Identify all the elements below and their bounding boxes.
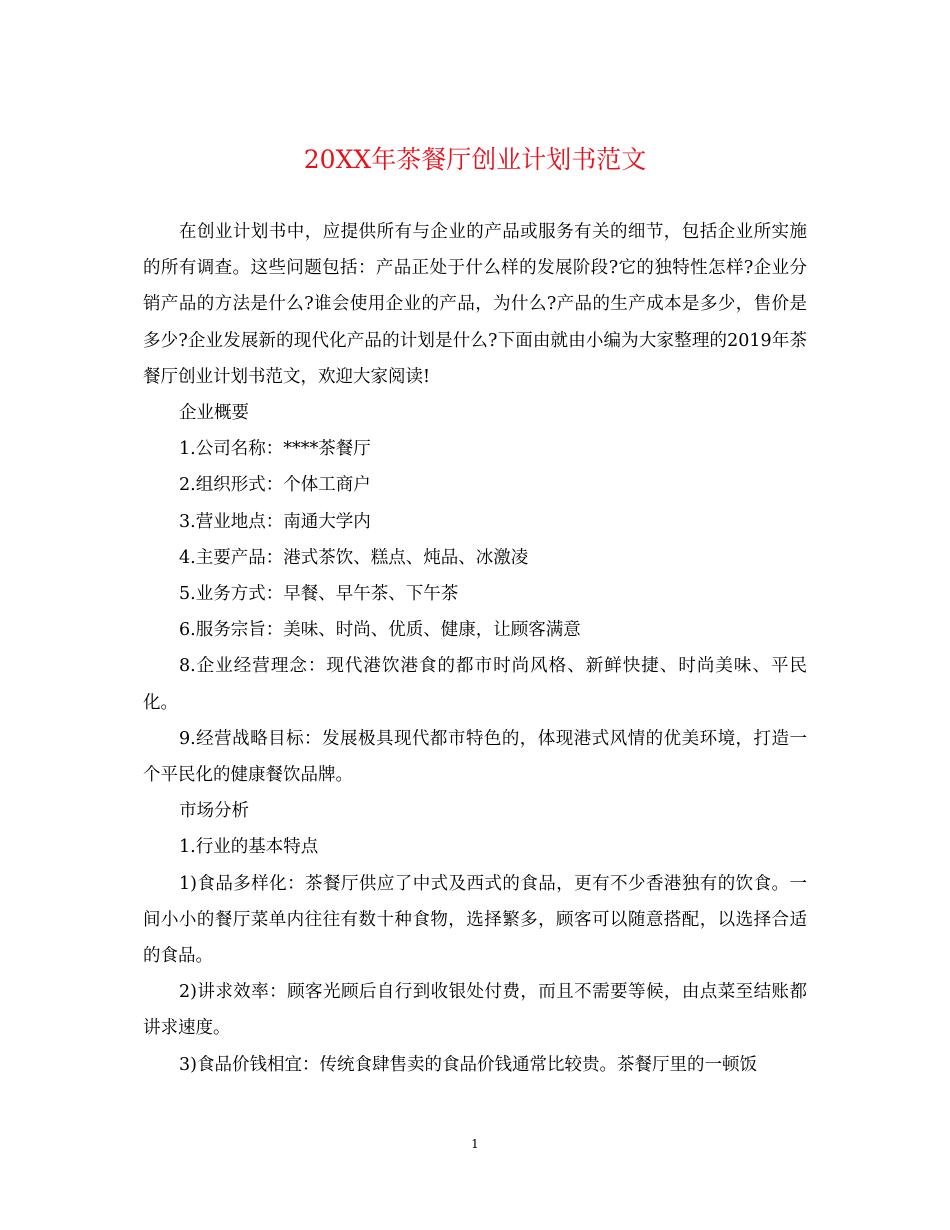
page-number: 1 bbox=[471, 1137, 479, 1151]
body-paragraph: 1)食品多样化：茶餐厅供应了中式及西式的食品，更有不少香港独有的饮食。一间小小的餐厅菜单内往往有数十种食物，选择繁多，顾客可以随意搭配，以选择合适的食品。 bbox=[143, 873, 807, 967]
document-body bbox=[143, 214, 807, 1083]
body-paragraph: 3)食品价钱相宜：传统食肆售卖的食品价钱通常比较贵。茶餐厅里的一顿饭 bbox=[179, 1054, 757, 1075]
document-title: 20XX年茶餐厅创业计划书范文 bbox=[303, 145, 647, 174]
section-heading-company-overview: 企业概要 bbox=[179, 403, 249, 424]
section-heading-market-analysis: 市场分析 bbox=[179, 801, 249, 822]
list-item: 4.主要产品：港式茶饮、糕点、炖品、冰激凌 bbox=[179, 547, 529, 568]
list-item: 8.企业经营理念：现代港饮港食的都市时尚风格、新鲜快捷、时尚美味、平民化。 bbox=[143, 656, 807, 713]
list-item: 1.公司名称：****茶餐厅 bbox=[179, 439, 371, 460]
list-item: 9.经营战略目标：发展极具现代都市特色的，体现港式风情的优美环境，打造一个平民化的健康餐饮品牌。 bbox=[143, 728, 807, 786]
list-item: 5.业务方式：早餐、早午茶、下午茶 bbox=[179, 584, 459, 605]
list-item: 2.组织形式：个体工商户 bbox=[179, 475, 371, 496]
intro-paragraph: 在创业计划书中，应提供所有与企业的产品或服务有关的细节，包括企业所实施的所有调查。这些问题包括：产品正处于什么样的发展阶段?它的独特性怎样?企业分销产品的方法是什么?谁会使用企业的产品，为什么?产品的生产成本是多少，售价是多少?企业发展新的现代化产品的计划是什么?下面由就由小编为大家整理的2019年茶餐厅创业计划书范文，欢迎大家阅读! bbox=[143, 222, 807, 387]
list-item: 6.服务宗旨：美味、时尚、优质、健康，让顾客满意 bbox=[179, 620, 581, 641]
list-item: 3.营业地点：南通大学内 bbox=[179, 511, 371, 532]
subsection-heading: 1.行业的基本特点 bbox=[179, 837, 319, 858]
body-paragraph: 2)讲求效率：顾客光顾后自行到收银处付费，而且不需要等候，由点菜至结账都讲求速度。 bbox=[143, 982, 807, 1039]
